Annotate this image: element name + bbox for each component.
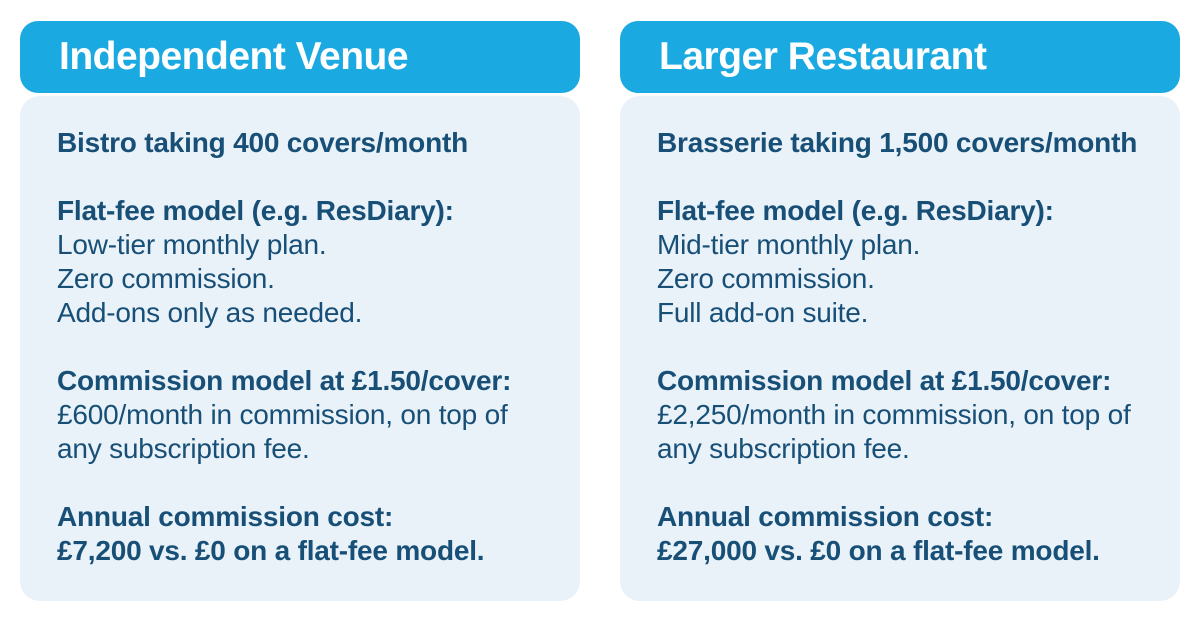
card-body [20,96,580,601]
flat-fee-line: Zero commission. [657,263,875,294]
card-independent-venue [20,21,580,601]
flat-fee-line: Low-tier monthly plan. [57,229,327,260]
annual-heading: Annual commission cost: [57,501,394,532]
flat-fee-line: Full add-on suite. [657,297,869,328]
intro-line: Brasserie taking 1,500 covers/month [657,127,1138,158]
intro-line: Bistro taking 400 covers/month [57,127,469,158]
commission-line: any subscription fee. [57,433,310,464]
commission-heading: Commission model at £1.50/cover: [57,365,512,396]
card-header [20,21,580,93]
commission-paragraph [657,364,1158,466]
flat-fee-line: Mid-tier monthly plan. [657,229,921,260]
commission-heading: Commission model at £1.50/cover: [657,365,1112,396]
flat-fee-paragraph [657,194,1158,330]
commission-line: any subscription fee. [657,433,910,464]
card-header [620,21,1180,93]
flat-fee-heading: Flat-fee model (e.g. ResDiary): [57,195,454,226]
flat-fee-line: Add-ons only as needed. [57,297,363,328]
intro-paragraph [657,126,1158,160]
commission-paragraph [57,364,558,466]
card-body [620,96,1180,601]
card-title: Independent Venue [59,35,409,78]
annual-heading: Annual commission cost: [657,501,994,532]
card-title: Larger Restaurant [659,35,987,78]
flat-fee-heading: Flat-fee model (e.g. ResDiary): [657,195,1054,226]
annual-paragraph [657,500,1158,568]
intro-paragraph [57,126,558,160]
commission-line: £2,250/month in commission, on top of [657,399,1131,430]
flat-fee-line: Zero commission. [57,263,275,294]
annual-line: £7,200 vs. £0 on a flat-fee model. [57,535,485,566]
flat-fee-paragraph [57,194,558,330]
card-larger-restaurant [620,21,1180,601]
commission-line: £600/month in commission, on top of [57,399,508,430]
annual-line: £27,000 vs. £0 on a flat-fee model. [657,535,1100,566]
annual-paragraph [57,500,558,568]
